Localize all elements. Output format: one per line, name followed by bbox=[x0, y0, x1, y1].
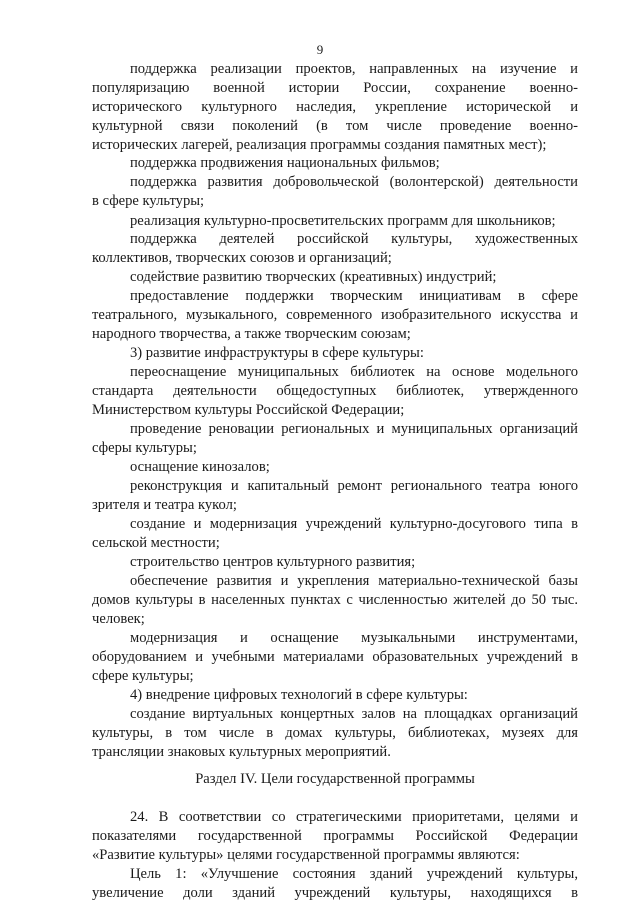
text-line: культуры, в том числе в домах культуры, библиотеках, музеях для bbox=[92, 725, 578, 741]
text-line: поддержка продвижения национальных фильмов; bbox=[130, 155, 440, 171]
text-line: домов культуры в населенных пунктах с численностью жителей до 50 тыс. bbox=[92, 592, 578, 608]
text-line: поддержка деятелей российской культуры, художественных bbox=[130, 231, 578, 247]
text-line: поддержка развития добровольческой (волонтерской) деятельности bbox=[130, 174, 578, 190]
text-line: проведение реновации региональных и муниципальных организаций bbox=[130, 421, 578, 437]
text-line: реконструкция и капитальный ремонт регионального театра юного bbox=[130, 478, 578, 494]
text-line: создание и модернизация учреждений культурно-досугового типа в bbox=[130, 516, 578, 532]
text-line: модернизация и оснащение музыкальными инструментами, bbox=[130, 630, 578, 646]
text-line: строительство центров культурного развития; bbox=[130, 554, 416, 570]
text-line: показателями государственной программы Российской Федерации bbox=[92, 828, 578, 844]
text-line: народного творчества, а также творческим союзам; bbox=[92, 326, 411, 342]
text-line: поддержка реализации проектов, направленных на изучение и bbox=[130, 61, 578, 77]
text-line: стандарта деятельности общедоступных библиотек, утвержденного bbox=[92, 383, 578, 399]
text-line: в сфере культуры; bbox=[92, 193, 205, 209]
text-line: увеличение доли зданий учреждений культуры, находящихся в bbox=[92, 885, 578, 901]
text-line: сфере культуры; bbox=[92, 668, 194, 684]
text-line: создание виртуальных концертных залов на площадках организаций bbox=[130, 706, 578, 722]
text-line: предоставление поддержки творческим инициативам в сфере bbox=[130, 288, 578, 304]
text-line: трансляции знаковых культурных мероприятий. bbox=[92, 744, 391, 760]
text-line: Министерством культуры Российской Федерации; bbox=[92, 402, 405, 418]
text-line: сельской местности; bbox=[92, 535, 220, 551]
text-line: сферы культуры; bbox=[92, 440, 197, 456]
page-number: 9 bbox=[316, 42, 324, 57]
text-line: «Развитие культуры» целями государственной программы являются: bbox=[92, 847, 520, 863]
text-line: обеспечение развития и укрепления материально-технической базы bbox=[130, 573, 578, 589]
text-line: оборудованием и учебными материалами образовательных учреждений в bbox=[92, 649, 578, 665]
text-line: 24. В соответствии со стратегическими приоритетами, целями и bbox=[130, 809, 578, 825]
text-line: зрителя и театра кукол; bbox=[92, 497, 237, 513]
text-line: человек; bbox=[92, 611, 145, 627]
text-line: содействие развитию творческих (креативных) индустрий; bbox=[130, 269, 497, 285]
text-line: Цель 1: «Улучшение состояния зданий учреждений культуры, bbox=[130, 866, 578, 882]
text-line: коллективов, творческих союзов и организаций; bbox=[92, 250, 392, 266]
text-line: 3) развитие инфраструктуры в сфере культуры: bbox=[130, 345, 424, 361]
text-line: реализация культурно-просветительских программ для школьников; bbox=[130, 213, 556, 229]
text-line: театрального, музыкального, современного изобразительного искусства и bbox=[92, 307, 578, 323]
text-line: исторических лагерей, реализация программы создания памятных мест); bbox=[92, 137, 547, 153]
text-line: культурной связи поколений (в том числе проведение военно- bbox=[92, 118, 578, 134]
text-line: 4) внедрение цифровых технологий в сфере культуры: bbox=[130, 687, 468, 703]
section-heading: Раздел IV. Цели государственной программы bbox=[195, 771, 475, 787]
text-line: переоснащение муниципальных библиотек на основе модельного bbox=[130, 364, 578, 380]
text-line: исторического культурного наследия, укрепление исторической и bbox=[92, 99, 578, 115]
text-line: популяризацию военной истории России, сохранение военно- bbox=[92, 80, 578, 96]
text-line: оснащение кинозалов; bbox=[130, 459, 270, 475]
